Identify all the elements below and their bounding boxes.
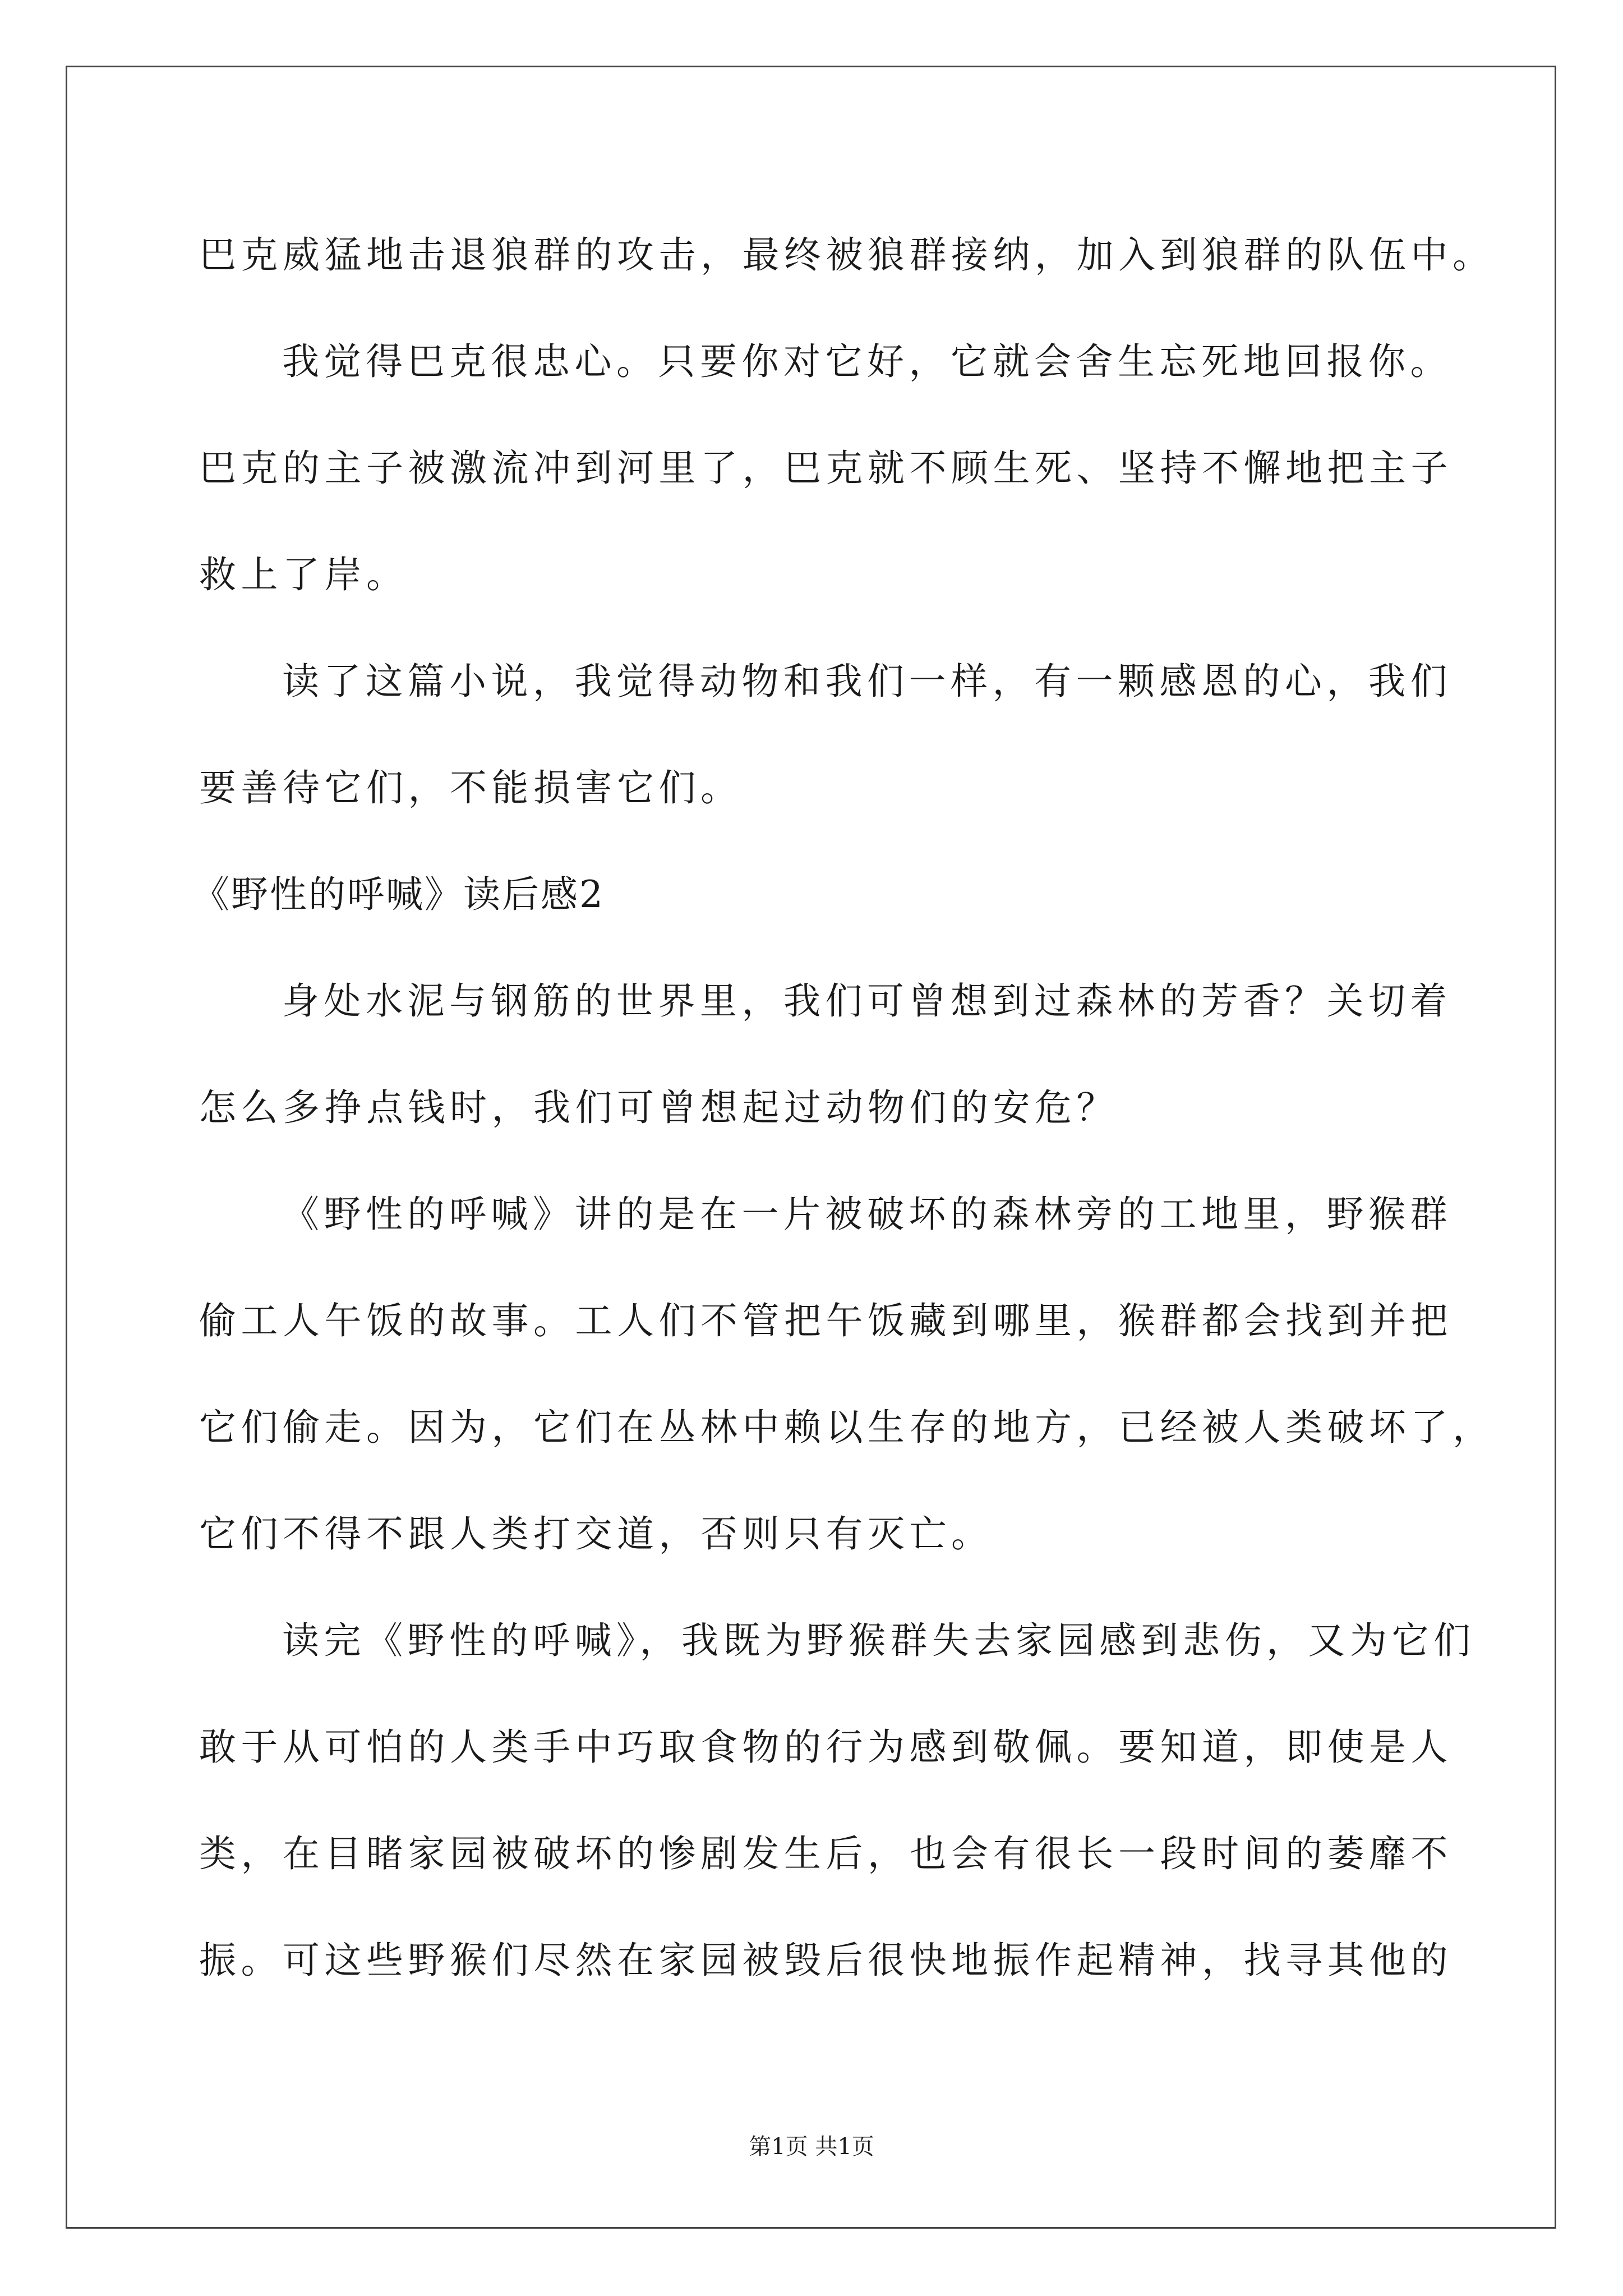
text-line: 它们偷走。因为，它们在丛林中赖以生存的地方，已经被人类破坏了，: [199, 1406, 1495, 1449]
section-heading: 《野性的呼喊》读后感2: [192, 873, 605, 916]
text-line: 要善待它们，不能损害它们。: [199, 766, 743, 809]
text-line: 我觉得巴克很忠心。只要你对它好，它就会舍生忘死地回报你。: [282, 340, 1452, 383]
text-line: 读完《野性的呼喊》，我既为野猴群失去家园感到悲伤，又为它们: [282, 1619, 1476, 1662]
text-line: 怎么多挣点钱时，我们可曾想起过动物们的安危？: [199, 1086, 1118, 1129]
text-line: 偷工人午饭的故事。工人们不管把午饭藏到哪里，猴群都会找到并把: [199, 1299, 1453, 1342]
text-line: 《野性的呼喊》讲的是在一片被破坏的森林旁的工地里，野猴群: [282, 1193, 1452, 1236]
text-line: 巴克威猛地击退狼群的攻击，最终被狼群接纳，加入到狼群的队伍中。: [199, 233, 1495, 277]
text-line: 类，在目睹家园被破坏的惨剧发生后，也会有很长一段时间的萎靡不: [199, 1832, 1453, 1875]
document-body: [192, 202, 1495, 2014]
page-footer: 第1页 共1页: [749, 2134, 874, 2160]
text-line: 振。可这些野猴们尽然在家园被毁后很快地振作起精神，找寻其他的: [199, 1939, 1453, 1982]
text-line: 身处水泥与钢筋的世界里，我们可曾想到过森林的芳香？关切着: [282, 979, 1452, 1023]
text-line: 救上了岸。: [199, 553, 408, 596]
text-line: 读了这篇小说，我觉得动物和我们一样，有一颗感恩的心，我们: [282, 660, 1452, 703]
text-line: 巴克的主子被激流冲到河里了，巴克就不顾生死、坚持不懈地把主子: [199, 447, 1453, 490]
text-line: 敢于从可怕的人类手中巧取食物的行为感到敬佩。要知道，即使是人: [199, 1726, 1453, 1769]
text-line: 它们不得不跟人类打交道，否则只有灭亡。: [199, 1512, 993, 1556]
